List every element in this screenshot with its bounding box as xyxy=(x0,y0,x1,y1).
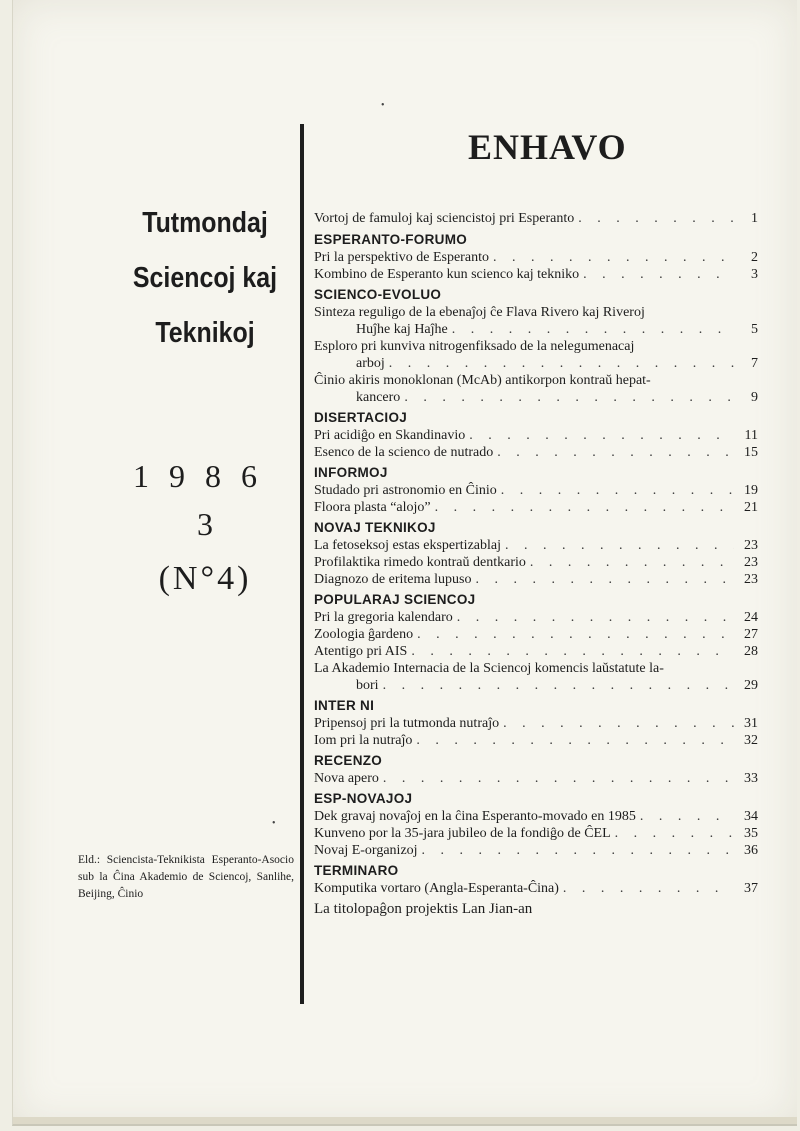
toc-entry-title: Floora plasta “alojo” xyxy=(314,500,431,515)
toc-entry xyxy=(314,266,758,283)
toc-entry-page: 1 xyxy=(751,211,758,226)
toc-section-heading: INTER NI xyxy=(314,698,375,713)
toc-entry xyxy=(314,304,758,338)
toc-entry-title: Vortoj de famuloj kaj sciencistoj pri Esperanto xyxy=(314,211,575,226)
toc-entry-page: 19 xyxy=(744,483,758,498)
toc-entry-title: Diagnozo de eritema lupuso xyxy=(314,572,472,587)
toc-entry-title: Dek gravaj novaĵoj en la ĉina Esperanto-movado en 1985 xyxy=(314,809,636,824)
toc-entry-title: Profilaktika rimedo kontraŭ dentkario xyxy=(314,555,526,570)
toc-section-heading: TERMINARO xyxy=(314,863,399,878)
toc-entry-page: 23 xyxy=(744,555,758,570)
issue-serial-number: (N°4) xyxy=(158,560,252,597)
toc-entry xyxy=(314,770,758,787)
toc-entry xyxy=(314,732,758,749)
dot-leader xyxy=(497,444,734,461)
dot-leader xyxy=(383,770,734,787)
toc-entry xyxy=(314,609,758,626)
dot-leader xyxy=(530,554,734,571)
toc-entry xyxy=(314,427,758,444)
toc-entry xyxy=(314,880,758,897)
dot-leader xyxy=(383,677,734,694)
toc-entry-page: 27 xyxy=(744,627,758,642)
toc-entry-page: 37 xyxy=(744,881,758,896)
toc-entry xyxy=(314,249,758,266)
dot-leader xyxy=(417,626,734,643)
toc-entry-title: Kombino de Esperanto kun scienco kaj tekniko xyxy=(314,267,580,282)
dot-leader xyxy=(435,499,734,516)
toc-entry-page: 23 xyxy=(744,538,758,553)
toc-entry xyxy=(314,554,758,571)
dot-leader xyxy=(404,389,734,406)
dot-leader xyxy=(411,643,734,660)
toc-entry xyxy=(314,715,758,732)
toc-entry-title: Pri acidiĝo en Skandinavio xyxy=(314,428,466,443)
toc-entry-title: Pri la perspektivo de Esperanto xyxy=(314,250,489,265)
toc-entry-title: La Akademio Internacia de la Sciencoj komencis laŭstatute la- xyxy=(314,661,664,676)
toc-entry xyxy=(314,643,758,660)
toc-entry-page: 5 xyxy=(751,322,758,337)
toc-section-heading: ESPERANTO-FORUMO xyxy=(314,232,468,247)
print-mark: • xyxy=(272,818,276,829)
toc-entry-page: 7 xyxy=(751,356,758,371)
dot-leader xyxy=(583,266,734,283)
toc-entry xyxy=(314,571,758,588)
cover-credit: La titolopaĝon projektis Lan Jian-an xyxy=(314,901,533,917)
toc-section-heading: ESP-NOVAJOJ xyxy=(314,791,413,806)
toc-section-heading: RECENZO xyxy=(314,753,383,768)
contents-heading: ENHAVO xyxy=(468,127,627,167)
toc-section-heading: POPULARAJ SCIENCOJ xyxy=(314,592,476,607)
toc-entry xyxy=(314,482,758,499)
dot-leader xyxy=(505,537,734,554)
toc-entry-page: 28 xyxy=(744,644,758,659)
toc-entry-title: Ĉinio akiris monoklonan (McAb) antikorpon kontraŭ hepat- xyxy=(314,373,651,388)
toc-entry xyxy=(314,372,758,406)
toc-entry xyxy=(314,808,758,825)
toc-entry-page: 3 xyxy=(751,267,758,282)
toc-entry xyxy=(314,499,758,516)
magazine-title xyxy=(110,196,299,361)
toc-section-heading: DISERTACIOJ xyxy=(314,410,408,425)
dot-leader xyxy=(469,427,734,444)
dot-leader xyxy=(615,825,734,842)
toc-entry-page: 36 xyxy=(744,843,758,858)
toc-entry-title-continued: arboj xyxy=(356,356,385,371)
toc-entry-page: 34 xyxy=(744,809,758,824)
dot-leader xyxy=(640,808,734,825)
toc-entry-title: Esploro pri kunviva nitrogenfiksado de la nelegumenacaj xyxy=(314,339,635,354)
column-divider xyxy=(300,124,304,1004)
toc-entry xyxy=(314,338,758,372)
toc-entry xyxy=(314,626,758,643)
toc-entry xyxy=(314,210,758,227)
toc-entry xyxy=(314,842,758,859)
dot-leader xyxy=(457,609,734,626)
toc-entry-title-continued: bori xyxy=(356,678,379,693)
dot-leader xyxy=(503,715,734,732)
toc-entry-title: Sinteza reguligo de la ebenaĵoj ĉe Flava Rivero kaj Riveroj xyxy=(314,305,645,320)
toc-entry-title: Iom pri la nutraĵo xyxy=(314,733,413,748)
toc-entry-page: 35 xyxy=(744,826,758,841)
toc-entry xyxy=(314,537,758,554)
toc-entry-title: Novaj E-organizoj xyxy=(314,843,418,858)
dot-leader xyxy=(563,880,734,897)
dot-leader xyxy=(422,842,734,859)
toc-entry-title: Kunveno por la 35-jara jubileo de la fondiĝo de ĈEL xyxy=(314,826,611,841)
dot-leader xyxy=(501,482,734,499)
toc-entry-page: 2 xyxy=(751,250,758,265)
toc-section-heading: INFORMOJ xyxy=(314,465,388,480)
publisher-note: Eld.: Sciencista-Teknikista Esperanto-Asocio sub la Ĉina Akademio de Sciencoj, Sanlihe, Beijing, Ĉinio xyxy=(78,854,294,900)
toc-entry-page: 11 xyxy=(744,428,758,443)
toc-entry-title: Komputika vortaro (Angla-Esperanta-Ĉina) xyxy=(314,881,559,896)
dot-leader xyxy=(493,249,734,266)
title-line: Sciencoj kaj xyxy=(132,262,278,294)
toc-entry-page: 21 xyxy=(744,500,758,515)
toc-entry xyxy=(314,660,758,694)
toc-entry-page: 32 xyxy=(744,733,758,748)
toc-entry-title: Zoologia ĝardeno xyxy=(314,627,414,642)
dot-leader xyxy=(389,355,734,372)
dot-leader xyxy=(452,321,734,338)
toc-entry-page: 24 xyxy=(744,610,758,625)
dot-leader xyxy=(578,210,734,227)
toc-section-heading: SCIENCO-EVOLUO xyxy=(314,287,442,302)
toc-entry-title: La fetoseksoj estas ekspertizablaj xyxy=(314,538,501,553)
issue-year: 1986 xyxy=(133,458,277,494)
toc-entry-title: Esenco de la scienco de nutrado xyxy=(314,445,494,460)
toc-entry-title: Pripensoj pri la tutmonda nutraĵo xyxy=(314,716,500,731)
toc-entry-page: 15 xyxy=(744,445,758,460)
toc-entry-title: Nova apero xyxy=(314,771,379,786)
toc-entry xyxy=(314,825,758,842)
page-edge xyxy=(13,1117,797,1124)
toc-entry-title-continued: Huĵhe kaj Haĵhe xyxy=(356,322,448,337)
toc-entry-title: Pri la gregoria kalendaro xyxy=(314,610,453,625)
table-of-contents xyxy=(314,210,758,919)
toc-entry xyxy=(314,444,758,461)
title-line: Tutmondaj xyxy=(142,207,268,239)
print-mark: • xyxy=(381,100,385,111)
toc-entry-title: Atentigo pri AIS xyxy=(314,644,408,659)
title-line: Teknikoj xyxy=(155,317,255,349)
dot-leader xyxy=(475,571,734,588)
dot-leader xyxy=(416,732,734,749)
issue-number: 3 xyxy=(197,506,213,542)
toc-entry-page: 29 xyxy=(744,678,758,693)
toc-entry-page: 9 xyxy=(751,390,758,405)
toc-entry-title-continued: kancero xyxy=(356,390,401,405)
toc-entry-page: 23 xyxy=(744,572,758,587)
toc-entry-page: 31 xyxy=(744,716,758,731)
toc-entry-title: Studado pri astronomio en Ĉinio xyxy=(314,483,497,498)
toc-section-heading: NOVAJ TEKNIKOJ xyxy=(314,520,436,535)
toc-entry-page: 33 xyxy=(744,771,758,786)
